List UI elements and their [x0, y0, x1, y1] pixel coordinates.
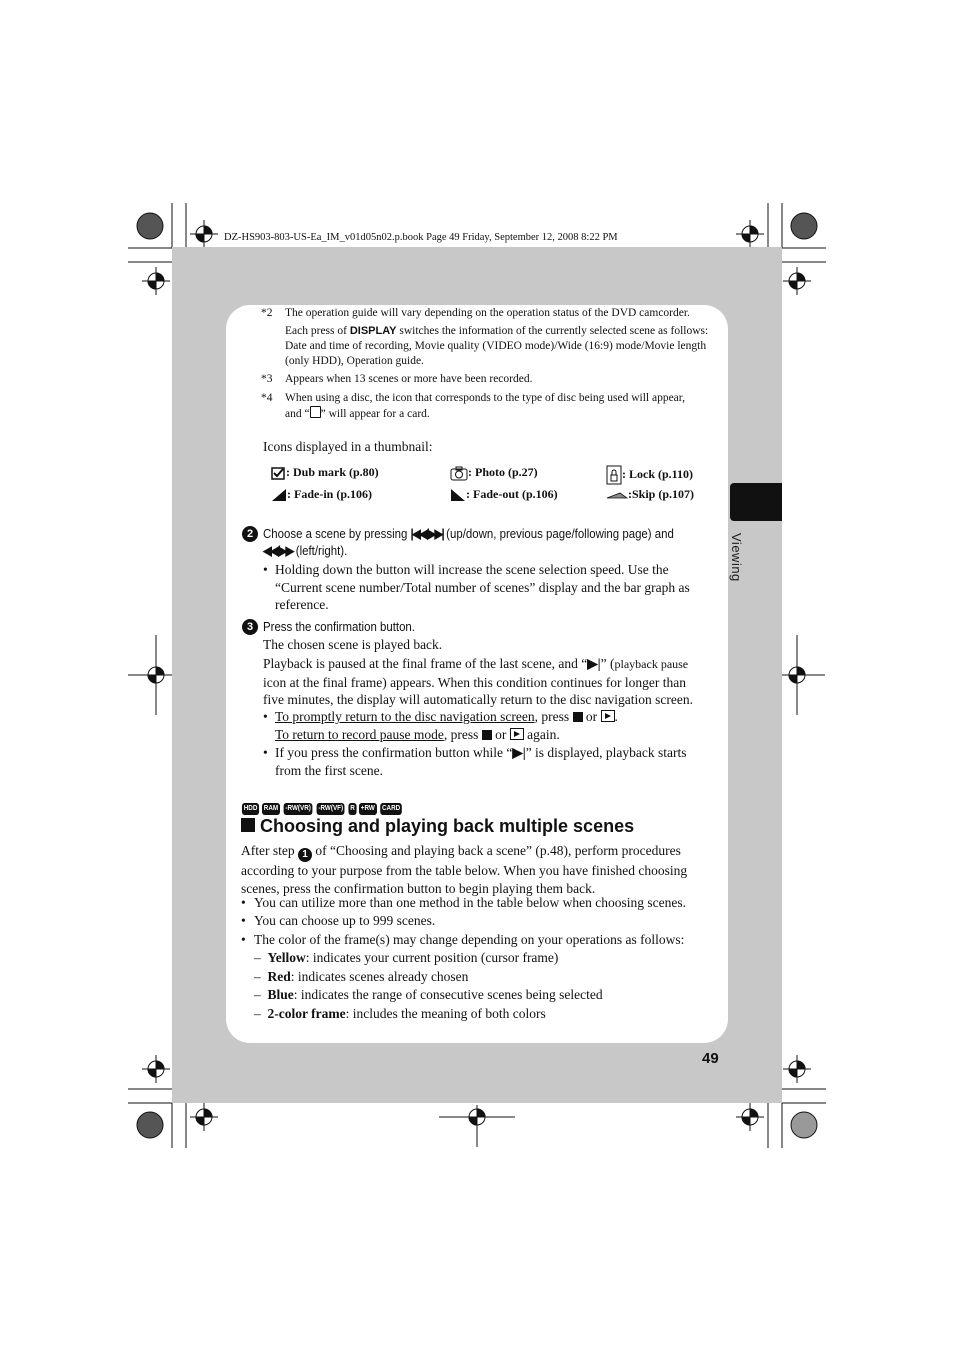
media-badge: HDD — [242, 803, 259, 815]
step-3-paragraph: Playback is paused at the final frame of the last scene, and “▶|” (playback pause icon at the final frame) appears. When this condition continues for longer than five minutes, the display will automatically return to the disc navigation screen. — [263, 656, 694, 707]
pause-icon: ▶| — [587, 656, 601, 671]
footnote-3: Appears when 13 scenes or more have been recorded. — [285, 373, 533, 385]
footnote-text: (only HDD), Operation guide. — [285, 355, 424, 367]
chapter-tab — [730, 483, 782, 521]
step-3-text: The chosen scene is played back. — [263, 637, 443, 652]
media-badge: -RW(VR) — [284, 803, 313, 815]
camera-icon — [450, 466, 468, 481]
bullet-dot: • — [241, 913, 246, 928]
step-number: 3 — [242, 619, 258, 635]
left-right-icon: ◀◀/▶▶ — [263, 543, 293, 558]
bullet-dot: • — [241, 895, 246, 910]
icons-heading: Icons displayed in a thumbnail: — [263, 439, 433, 454]
footnote-2 — [285, 306, 725, 369]
media-badge: R — [348, 803, 356, 815]
media-badges — [241, 797, 404, 815]
footnote-mark: *4 — [261, 392, 273, 404]
footnote-text: Date and time of recording, Movie quality (VIDEO mode)/Wide (16:9) mode/Movie length — [285, 340, 707, 352]
file-header: DZ-HS903-803-US-Ea_IM_v01d05n02.p.book Page 49 Friday, September 12, 2008 8:22 PM — [224, 232, 618, 243]
legend-fadein: : Fade-in (p.106) — [271, 487, 372, 502]
play-icon — [510, 728, 524, 740]
step-3-bullet-2: If you press the confirmation button while “▶|” is displayed, playback starts from the first scene. — [275, 745, 687, 778]
section-intro: After step 1 of “Choosing and playing back a scene” (p.48), perform procedures according to your purpose from the table below. When you have finished choosing scenes, press the confirmation button to begin playing them back. — [241, 843, 688, 896]
legend-lock: : Lock (p.110) — [606, 465, 693, 485]
footnote-mark: *3 — [261, 373, 273, 385]
color-item-red: – Red: indicates scenes already chosen — [254, 969, 469, 984]
media-badge: +RW — [359, 803, 377, 815]
color-item-blue: – Blue: indicates the range of consecutive scenes being selected — [254, 987, 603, 1002]
footnote-4: When using a disc, the icon that corresponds to the type of disc being used will appear, and “ ” will appear for a card. — [285, 392, 686, 420]
section-bullet: The color of the frame(s) may change depending on your operations as follows: — [254, 932, 685, 947]
fade-in-icon — [271, 488, 287, 502]
legend-photo: : Photo (p.27) — [450, 465, 538, 481]
stop-icon — [573, 712, 583, 722]
section-bullet: You can choose up to 999 scenes. — [254, 913, 436, 928]
play-icon — [601, 710, 615, 722]
step-number: 2 — [242, 526, 258, 542]
fade-out-icon — [450, 488, 466, 502]
step-ref-icon: 1 — [298, 848, 312, 862]
display-key-label: DISPLAY — [349, 325, 397, 337]
media-badge: CARD — [380, 803, 402, 815]
bullet-dot: • — [263, 745, 268, 760]
footnote-text: Each press of DISPLAY switches the information of the currently selected scene as follows: — [285, 325, 709, 337]
step-3-bullet-1: To promptly return to the disc navigation screen, press or . To return to record pause mode, press or again. — [275, 709, 618, 742]
media-badge: RAM — [262, 803, 280, 815]
step-3-title: Press the confirmation button. — [263, 619, 415, 634]
color-item-2color: – 2-color frame: includes the meaning of both colors — [254, 1006, 546, 1021]
legend-skip: :Skip (p.107) — [606, 487, 694, 502]
media-badge: -RW(VF) — [317, 803, 345, 815]
color-item-yellow: – Yellow: indicates your current position (cursor frame) — [254, 950, 559, 965]
legend-fadeout: : Fade-out (p.106) — [450, 487, 558, 502]
chapter-label: Viewing — [729, 533, 744, 582]
card-icon — [310, 406, 321, 418]
section-bullet: You can utilize more than one method in the table below when choosing scenes. — [254, 895, 687, 910]
prev-next-page-icon: |◀◀/▶▶| — [410, 526, 444, 541]
legend-dub: : Dub mark (p.80) — [271, 465, 379, 480]
footnote-mark: *2 — [261, 307, 273, 319]
page-number: 49 — [702, 1050, 719, 1067]
stop-icon — [482, 730, 492, 740]
bullet-dot: • — [263, 709, 268, 724]
section-square-icon — [241, 818, 255, 832]
footnote-text: The operation guide will vary depending on the operation status of the DVD camcorder. — [285, 307, 690, 319]
step-2-bullet: Holding down the button will increase the scene selection speed. Use the “Current scene number/Total number of scenes” display and the bar graph as reference. — [275, 562, 690, 612]
step-2-title: Choose a scene by pressing |◀◀/▶▶| (up/down, previous page/following page) and ◀◀/▶▶ (left/right). — [263, 526, 674, 558]
lock-icon — [606, 465, 622, 485]
bullet-dot: • — [263, 562, 268, 577]
bullet-dot: • — [241, 932, 246, 947]
skip-icon — [606, 490, 628, 500]
section-title: Choosing and playing back multiple scenes — [241, 816, 634, 837]
pause-icon: ▶| — [512, 745, 526, 760]
dub-mark-icon — [271, 466, 286, 480]
